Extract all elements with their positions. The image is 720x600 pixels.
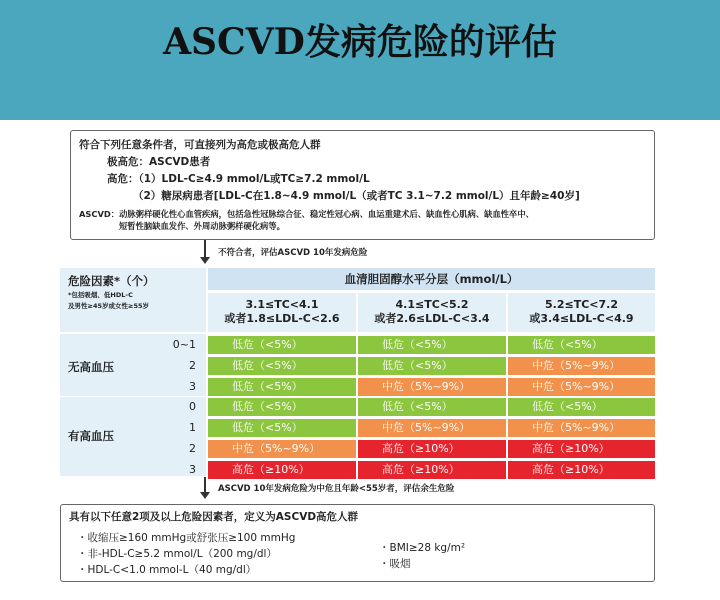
range-1-ldl: 或者1.8≤LDL-C<2.6: [224, 312, 340, 325]
risk-factor-count: 2: [189, 442, 196, 455]
definition-line-1: ASCVD：动脉粥样硬化性心血管疾病，包括急性冠脉综合征、稳定性冠心病、血运重建术后、缺血性心肌病、缺血性卒中、: [79, 209, 534, 219]
risk-factor-footnote-1: *包括吸烟、低HDL-C: [68, 291, 133, 299]
criteria-list-left: [77, 530, 295, 578]
risk-cell-mid: 中危（5%~9%）: [358, 419, 506, 437]
flow-note-1: 不符合者，评估ASCVD 10年发病危险: [218, 248, 368, 258]
risk-cell-low: 低危（<5%）: [208, 378, 356, 396]
flow-note-2: ASCVD 10年发病危险为中危且年龄<55岁者，评估余生危险: [218, 484, 455, 494]
risk-cell-mid: 中危（5%~9%）: [358, 378, 506, 396]
risk-cell-high: 高危（≥10%）: [358, 461, 506, 479]
ascvd-definition: [79, 208, 646, 232]
risk-factor-header: [60, 268, 206, 332]
page-title: ASCVD发病危险的评估: [163, 21, 557, 63]
risk-factor-count: 0: [189, 400, 196, 413]
risk-factor-count: 1: [189, 421, 196, 434]
risk-cell-mid: 中危（5%~9%）: [508, 378, 655, 396]
risk-cell-low: 低危（<5%）: [358, 357, 506, 375]
range-3-tc: 5.2≤TC<7.2: [545, 298, 618, 311]
range-2-ldl: 或者2.6≤LDL-C<3.4: [374, 312, 490, 325]
criteria-item: ・BMI≥28 kg/m²: [379, 542, 466, 554]
criteria-heading: 符合下列任意条件者，可直接列为高危或极高危人群: [79, 139, 321, 151]
risk-factor-count: 0~1: [172, 338, 196, 351]
high-risk-line-1: 高危：（1）LDL-C≥4.9 mmol/L或TC≥7.2 mmol/L: [107, 173, 370, 185]
risk-cell-mid: 中危（5%~9%）: [508, 419, 655, 437]
risk-cell-low: 低危（<5%）: [208, 357, 356, 375]
risk-cell-low: 低危（<5%）: [508, 336, 655, 354]
risk-cell-low: 低危（<5%）: [358, 336, 506, 354]
risk-cell-mid: 中危（5%~9%）: [208, 440, 356, 458]
title-banner: [0, 0, 720, 120]
criteria-list-right: [379, 540, 465, 572]
criteria-item: ・非-HDL-C≥5.2 mmol/L（200 mg/dl）: [77, 548, 277, 560]
risk-cell-high: 高危（≥10%）: [508, 440, 655, 458]
range-column-2: [358, 293, 506, 332]
high-risk-line-2: （2）糖尿病患者[LDL-C在1.8~4.9 mmol/L（或者TC 3.1~7.2 mmol/L）且年龄≥40岁]: [133, 190, 580, 202]
risk-cell-high: 高危（≥10%）: [508, 461, 655, 479]
hypertension-label: 有高血压: [68, 429, 114, 443]
risk-cell-high: 高危（≥10%）: [358, 440, 506, 458]
criteria-item: ・吸烟: [379, 558, 411, 570]
risk-table: [60, 268, 655, 476]
risk-factor-count: 2: [189, 359, 196, 372]
definition-line-2: 短暂性脑缺血发作、外周动脉粥样硬化病等。: [119, 221, 285, 231]
cholesterol-level-header: 血清胆固醇水平分层（mmol/L）: [208, 268, 655, 290]
risk-factor-count: 3: [189, 380, 196, 393]
range-2-tc: 4.1≤TC<5.2: [395, 298, 469, 311]
risk-cell-low: 低危（<5%）: [508, 398, 655, 416]
risk-cell-low: 低危（<5%）: [208, 398, 356, 416]
risk-cell-low: 低危（<5%）: [208, 419, 356, 437]
very-high-risk-line: 极高危：ASCVD患者: [107, 156, 211, 168]
risk-cell-mid: 中危（5%~9%）: [508, 357, 655, 375]
flow-arrow-1: [200, 240, 210, 264]
criteria-item: ・收缩压≥160 mmHg或舒张压≥100 mmHg: [77, 532, 296, 544]
high-risk-criteria-box: [60, 504, 655, 582]
risk-factor-title: 危险因素*（个）: [68, 274, 155, 288]
flow-arrow-2: [200, 477, 210, 499]
range-1-tc: 3.1≤TC<4.1: [245, 298, 319, 311]
risk-cell-high: 高危（≥10%）: [208, 461, 356, 479]
range-column-1: [208, 293, 356, 332]
bottom-box-title: 具有以下任意2项及以上危险因素者，定义为ASCVD高危人群: [69, 511, 359, 523]
risk-cell-low: 低危（<5%）: [208, 336, 356, 354]
range-3-ldl: 或3.4≤LDL-C<4.9: [529, 312, 634, 325]
direct-high-risk-box: [70, 130, 655, 240]
risk-cell-low: 低危（<5%）: [358, 398, 506, 416]
risk-factor-count: 3: [189, 463, 196, 476]
criteria-item: ・HDL-C<1.0 mmol-L（40 mg/dl）: [77, 564, 257, 576]
range-column-3: [508, 293, 655, 332]
risk-factor-footnote-2: 及男性≥45岁或女性≥55岁: [68, 302, 149, 310]
no-hypertension-label: 无高血压: [68, 360, 114, 374]
